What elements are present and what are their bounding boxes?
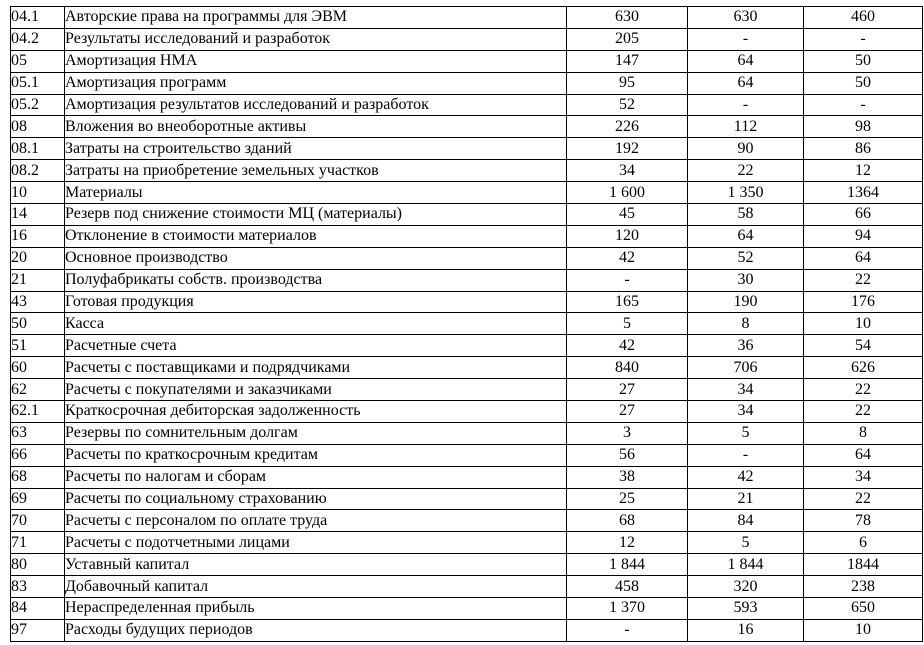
table-row	[11, 94, 923, 116]
value-cell-3: 22	[804, 379, 923, 401]
accounts-table	[10, 6, 923, 642]
value-cell-1: 1 370	[567, 598, 688, 620]
value-cell-1: 95	[567, 72, 688, 94]
value-cell-2: 36	[688, 335, 804, 357]
account-code-cell: 21	[11, 269, 65, 291]
account-code-cell: 68	[11, 466, 65, 488]
value-cell-2: 1 844	[688, 554, 804, 576]
value-cell-2: 8	[688, 313, 804, 335]
value-cell-1: 147	[567, 50, 688, 72]
value-cell-1: 3	[567, 422, 688, 444]
value-cell-1: 226	[567, 116, 688, 138]
table-row	[11, 532, 923, 554]
value-cell-1: 42	[567, 335, 688, 357]
value-cell-2: 21	[688, 488, 804, 510]
account-name-cell: Расходы будущих периодов	[65, 619, 567, 641]
value-cell-3: 22	[804, 269, 923, 291]
value-cell-3: 54	[804, 335, 923, 357]
table-row	[11, 488, 923, 510]
value-cell-2: 190	[688, 291, 804, 313]
account-code-cell: 62.1	[11, 401, 65, 423]
value-cell-1: 52	[567, 94, 688, 116]
account-code-cell: 16	[11, 225, 65, 247]
account-code-cell: 84	[11, 598, 65, 620]
account-code-cell: 43	[11, 291, 65, 313]
account-name-cell: Амортизация результатов исследований и разработок	[65, 94, 567, 116]
value-cell-3: 64	[804, 247, 923, 269]
table-row	[11, 269, 923, 291]
table-row	[11, 291, 923, 313]
account-name-cell: Расчеты с подотчетными лицами	[65, 532, 567, 554]
account-name-cell: Нераспределенная прибыль	[65, 598, 567, 620]
value-cell-3: 626	[804, 357, 923, 379]
value-cell-3: 1364	[804, 182, 923, 204]
account-code-cell: 62	[11, 379, 65, 401]
account-code-cell: 08.2	[11, 160, 65, 182]
account-code-cell: 10	[11, 182, 65, 204]
account-name-cell: Расчеты по социальному страхованию	[65, 488, 567, 510]
account-name-cell: Амортизация НМА	[65, 50, 567, 72]
value-cell-3: 98	[804, 116, 923, 138]
account-name-cell: Расчеты с поставщиками и подрядчиками	[65, 357, 567, 379]
account-name-cell: Резервы по сомнительным долгам	[65, 422, 567, 444]
value-cell-2: 64	[688, 50, 804, 72]
account-code-cell: 08.1	[11, 138, 65, 160]
value-cell-1: 205	[567, 28, 688, 50]
table-row	[11, 422, 923, 444]
account-code-cell: 05.2	[11, 94, 65, 116]
value-cell-2: -	[688, 94, 804, 116]
account-code-cell: 05	[11, 50, 65, 72]
value-cell-3: 650	[804, 598, 923, 620]
value-cell-1: 165	[567, 291, 688, 313]
account-code-cell: 08	[11, 116, 65, 138]
value-cell-1: -	[567, 619, 688, 641]
account-code-cell: 97	[11, 619, 65, 641]
table-row	[11, 313, 923, 335]
account-name-cell: Расчеты по налогам и сборам	[65, 466, 567, 488]
value-cell-1: 27	[567, 379, 688, 401]
account-name-cell: Затраты на строительство зданий	[65, 138, 567, 160]
account-code-cell: 51	[11, 335, 65, 357]
value-cell-3: 94	[804, 225, 923, 247]
account-name-cell: Расчеты с покупателями и заказчиками	[65, 379, 567, 401]
account-code-cell: 20	[11, 247, 65, 269]
value-cell-3: 22	[804, 401, 923, 423]
table-row	[11, 160, 923, 182]
value-cell-1: -	[567, 269, 688, 291]
table-row	[11, 357, 923, 379]
value-cell-1: 458	[567, 576, 688, 598]
value-cell-2: 34	[688, 401, 804, 423]
value-cell-3: 64	[804, 444, 923, 466]
account-code-cell: 80	[11, 554, 65, 576]
value-cell-3: 86	[804, 138, 923, 160]
value-cell-2: 90	[688, 138, 804, 160]
table-row	[11, 576, 923, 598]
value-cell-2: -	[688, 28, 804, 50]
value-cell-3: 34	[804, 466, 923, 488]
account-name-cell: Касса	[65, 313, 567, 335]
account-code-cell: 66	[11, 444, 65, 466]
account-name-cell: Полуфабрикаты собств. производства	[65, 269, 567, 291]
account-name-cell: Краткосрочная дебиторская задолженность	[65, 401, 567, 423]
table-row	[11, 116, 923, 138]
value-cell-1: 68	[567, 510, 688, 532]
table-row	[11, 225, 923, 247]
account-name-cell: Расчеты по краткосрочным кредитам	[65, 444, 567, 466]
table-row	[11, 28, 923, 50]
account-code-cell: 63	[11, 422, 65, 444]
value-cell-3: 1844	[804, 554, 923, 576]
table-row	[11, 510, 923, 532]
account-name-cell: Вложения во внеоборотные активы	[65, 116, 567, 138]
value-cell-2: 34	[688, 379, 804, 401]
value-cell-3: 10	[804, 313, 923, 335]
table-row	[11, 204, 923, 226]
account-name-cell: Расчеты с персоналом по оплате труда	[65, 510, 567, 532]
account-name-cell: Результаты исследований и разработок	[65, 28, 567, 50]
value-cell-2: 64	[688, 72, 804, 94]
account-name-cell: Готовая продукция	[65, 291, 567, 313]
value-cell-3: 8	[804, 422, 923, 444]
account-name-cell: Материалы	[65, 182, 567, 204]
value-cell-2: 112	[688, 116, 804, 138]
value-cell-3: 50	[804, 50, 923, 72]
accounts-table-body	[11, 7, 923, 642]
value-cell-2: 58	[688, 204, 804, 226]
account-name-cell: Основное производство	[65, 247, 567, 269]
account-code-cell: 50	[11, 313, 65, 335]
value-cell-2: 64	[688, 225, 804, 247]
account-code-cell: 14	[11, 204, 65, 226]
table-row	[11, 466, 923, 488]
value-cell-2: 593	[688, 598, 804, 620]
table-row	[11, 598, 923, 620]
table-row	[11, 7, 923, 29]
value-cell-2: 1 350	[688, 182, 804, 204]
value-cell-3: -	[804, 94, 923, 116]
value-cell-1: 630	[567, 7, 688, 29]
account-name-cell: Отклонение в стоимости материалов	[65, 225, 567, 247]
value-cell-1: 1 844	[567, 554, 688, 576]
account-code-cell: 69	[11, 488, 65, 510]
table-row	[11, 379, 923, 401]
value-cell-3: 10	[804, 619, 923, 641]
table-row	[11, 50, 923, 72]
table-row	[11, 335, 923, 357]
value-cell-2: 52	[688, 247, 804, 269]
table-row	[11, 247, 923, 269]
value-cell-2: 5	[688, 422, 804, 444]
account-code-cell: 70	[11, 510, 65, 532]
value-cell-1: 120	[567, 225, 688, 247]
account-code-cell: 04.1	[11, 7, 65, 29]
value-cell-3: 460	[804, 7, 923, 29]
account-name-cell: Уставный капитал	[65, 554, 567, 576]
value-cell-2: 22	[688, 160, 804, 182]
value-cell-3: 50	[804, 72, 923, 94]
table-row	[11, 619, 923, 641]
value-cell-2: -	[688, 444, 804, 466]
value-cell-3: 12	[804, 160, 923, 182]
value-cell-2: 5	[688, 532, 804, 554]
value-cell-3: 66	[804, 204, 923, 226]
value-cell-2: 706	[688, 357, 804, 379]
table-row	[11, 182, 923, 204]
account-code-cell: 05.1	[11, 72, 65, 94]
value-cell-1: 27	[567, 401, 688, 423]
value-cell-3: 78	[804, 510, 923, 532]
value-cell-1: 56	[567, 444, 688, 466]
table-row	[11, 401, 923, 423]
account-name-cell: Добавочный капитал	[65, 576, 567, 598]
value-cell-1: 5	[567, 313, 688, 335]
account-code-cell: 71	[11, 532, 65, 554]
account-name-cell: Затраты на приобретение земельных участков	[65, 160, 567, 182]
value-cell-3: 6	[804, 532, 923, 554]
account-name-cell: Авторские права на программы для ЭВМ	[65, 7, 567, 29]
value-cell-2: 16	[688, 619, 804, 641]
value-cell-1: 192	[567, 138, 688, 160]
value-cell-2: 320	[688, 576, 804, 598]
value-cell-1: 12	[567, 532, 688, 554]
table-row	[11, 554, 923, 576]
value-cell-1: 42	[567, 247, 688, 269]
value-cell-3: 176	[804, 291, 923, 313]
account-code-cell: 83	[11, 576, 65, 598]
value-cell-3: 238	[804, 576, 923, 598]
account-name-cell: Резерв под снижение стоимости МЦ (материалы)	[65, 204, 567, 226]
value-cell-1: 1 600	[567, 182, 688, 204]
table-row	[11, 72, 923, 94]
value-cell-2: 630	[688, 7, 804, 29]
account-name-cell: Амортизация программ	[65, 72, 567, 94]
value-cell-1: 840	[567, 357, 688, 379]
account-code-cell: 04.2	[11, 28, 65, 50]
value-cell-1: 38	[567, 466, 688, 488]
table-row	[11, 138, 923, 160]
account-code-cell: 60	[11, 357, 65, 379]
value-cell-2: 42	[688, 466, 804, 488]
value-cell-1: 34	[567, 160, 688, 182]
value-cell-3: 22	[804, 488, 923, 510]
value-cell-3: -	[804, 28, 923, 50]
value-cell-2: 30	[688, 269, 804, 291]
value-cell-1: 25	[567, 488, 688, 510]
account-name-cell: Расчетные счета	[65, 335, 567, 357]
value-cell-2: 84	[688, 510, 804, 532]
table-row	[11, 444, 923, 466]
value-cell-1: 45	[567, 204, 688, 226]
